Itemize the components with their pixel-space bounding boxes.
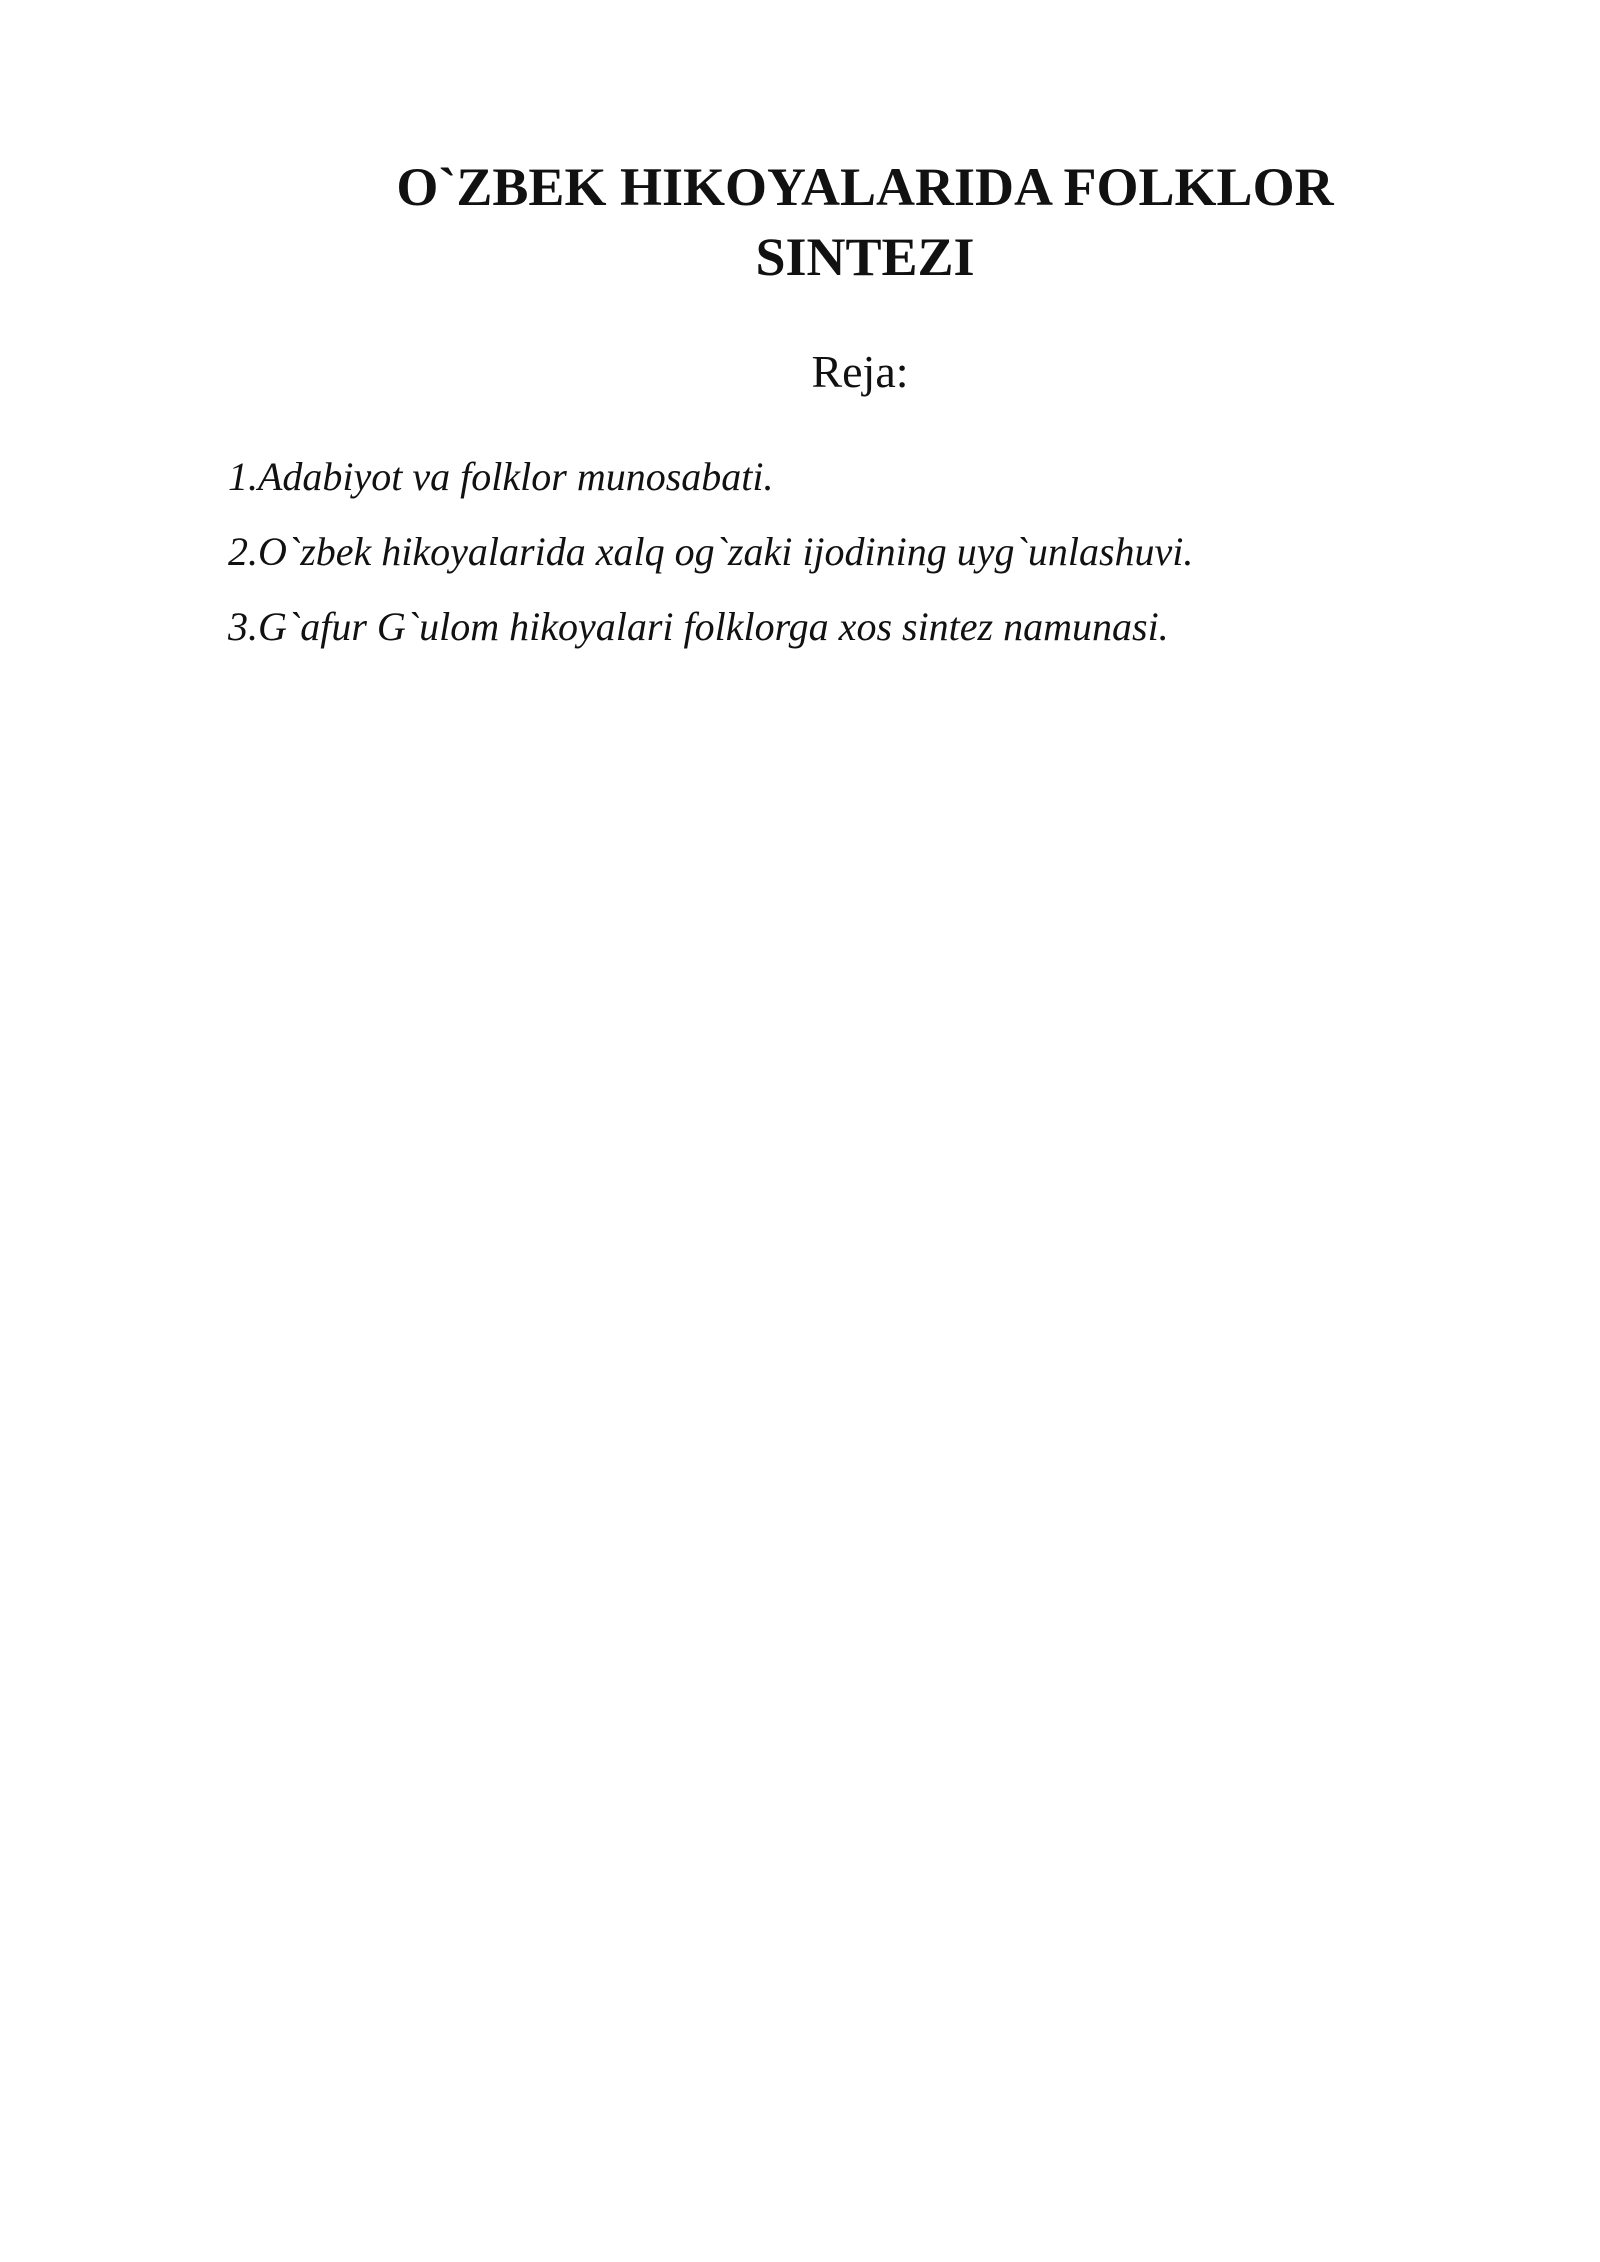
plan-item-1: 1.Adabiyot va folklor munosabati. <box>228 454 774 499</box>
plan-list <box>228 452 1428 677</box>
document-title: O`ZBEK HIKOYALARIDA FOLKLOR SINTEZI <box>396 157 1334 287</box>
plan-item-2: 2.O`zbek hikoyalarida xalq og`zaki ijodining uyg`unlashuvi. <box>228 529 1194 574</box>
plan-item-3: 3.G`afur G`ulom hikoyalari folklorga xos sintez namunasi. <box>228 604 1169 649</box>
plan-heading: Reja: <box>811 346 909 397</box>
